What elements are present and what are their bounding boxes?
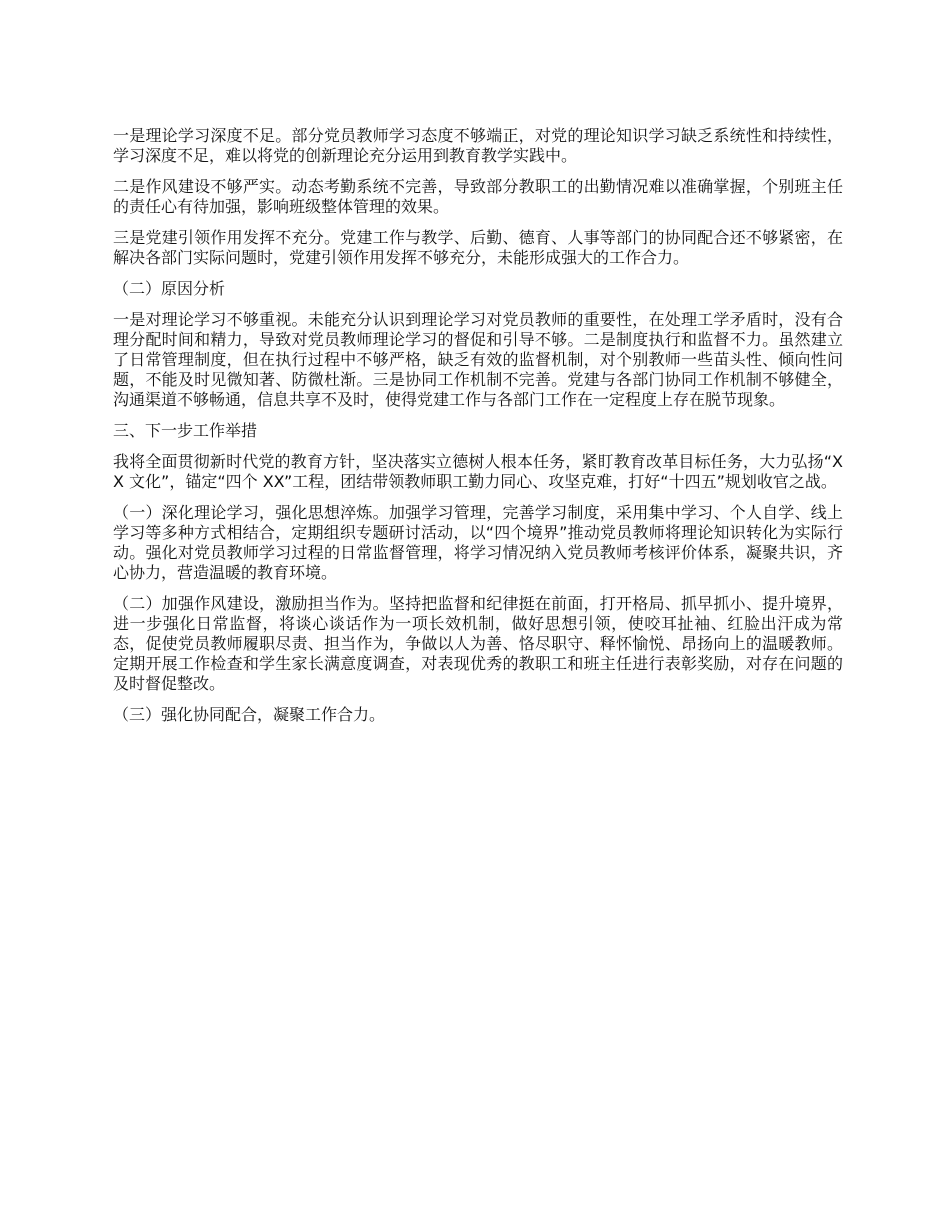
paragraph-work-style-issue: 二是作风建设不够严实。动态考勤系统不完善，导致部分教职工的出勤情况难以准确掌握，个别班主任的责任心有待加强，影响班级整体管理的效果。 [113, 177, 843, 216]
paragraph-measure-theory-study: （一）深化理论学习，强化思想淬炼。加强学习管理，完善学习制度，采用集中学习、个人自学、线上学习等多种方式相结合，定期组织专题研讨活动，以“四个境界”推动党员教师将理论知识转化为实际行动。强化对党员教师学习过程的日常监督管理，将学习情况纳入党员教师考核评价体系，凝聚共识，齐心协力，营造温暖的教育环境。 [113, 503, 843, 582]
paragraph-measure-work-style: （二）加强作风建设，激励担当作为。坚持把监督和纪律挺在前面，打开格局、抓早抓小、提升境界，进一步强化日常监督，将谈心谈话作为一项长效机制，做好思想引领，使咬耳扯袖、红脸出汗成为常态，促使党员教师履职尽责、担当作为，争做以人为善、恪尽职守、释怀愉悦、昂扬向上的温暖教师。定期开展工作检查和学生家长满意度调查，对表现优秀的教职工和班主任进行表彰奖励，对存在问题的及时督促整改。 [113, 594, 843, 693]
paragraph-measure-coordination: （三）强化协同配合，凝聚工作合力。 [113, 705, 386, 724]
section-heading-next-steps: 三、下一步工作举措 [113, 421, 258, 440]
paragraph-cause-analysis: 一是对理论学习不够重视。未能充分认识到理论学习对党员教师的重要性，在处理工学矛盾时，没有合理分配时间和精力，导致对党员教师理论学习的督促和引导不够。二是制度执行和监督不力。虽然建立了日常管理制度，但在执行过程中不够严格，缺乏有效的监督机制，对个别教师一些苗头性、倾向性问题，不能及时见微知著、防微杜渐。三是协同工作机制不完善。党建与各部门协同工作机制不够健全，沟通渠道不够畅通，信息共享不及时，使得党建工作与各部门工作在一定程度上存在脱节现象。 [113, 310, 843, 409]
document-page [113, 126, 843, 736]
paragraph-next-steps-intro: 我将全面贯彻新时代党的教育方针，坚决落实立德树人根本任务，紧盯教育改革目标任务，大力弘扬“XX 文化”，锚定“四个 XX”工程，团结带领教师职工勤力同心、攻坚克难，打好“十四五”规划收官之战。 [113, 452, 843, 491]
section-heading-cause-analysis: （二）原因分析 [113, 279, 226, 298]
paragraph-theory-study-issue: 一是理论学习深度不足。部分党员教师学习态度不够端正，对党的理论知识学习缺乏系统性和持续性，学习深度不足，难以将党的创新理论充分运用到教育教学实践中。 [113, 126, 843, 165]
paragraph-party-leadership-issue: 三是党建引领作用发挥不充分。党建工作与教学、后勤、德育、人事等部门的协同配合还不够紧密，在解决各部门实际问题时，党建引领作用发挥不够充分，未能形成强大的工作合力。 [113, 228, 843, 267]
